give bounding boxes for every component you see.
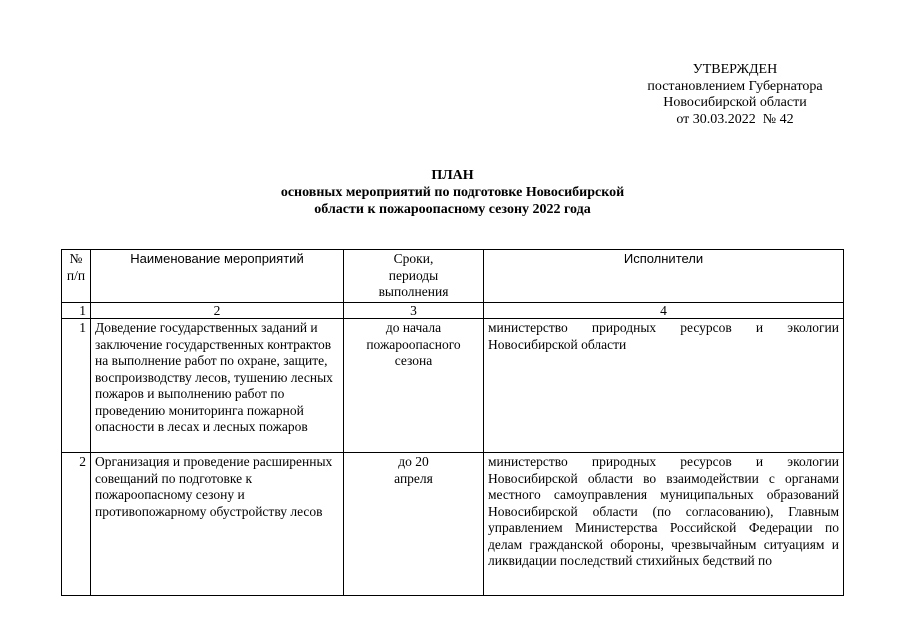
approval-date-number: от 30.03.2022 № 42 bbox=[676, 111, 794, 127]
plan-table bbox=[61, 249, 844, 596]
row-activity: Доведение государственных заданий и заключение государственных контрактов на выполнение работ по охране, защите, воспроизводству лесов, тушению лесных пожаров и выполнению работ по проведению мониторинга пожарной опасности в лесах и лесных пожаров bbox=[91, 319, 344, 453]
column-number: 4 bbox=[484, 303, 844, 319]
row-executors: министерство природных ресурсов и экологии Новосибирской области во взаимодействии с органами местного самоуправления муниципальных образований Новосибирской области (по согласованию), Главным управлением Министерства Российской Федерации по делам гражданской обороны, чрезвычайным ситуациям и ликвидации последствий стихийных бедствий по bbox=[484, 453, 844, 596]
approval-by: постановлением Губернатора bbox=[647, 78, 823, 94]
column-number: 2 bbox=[91, 303, 344, 319]
table-row bbox=[62, 453, 844, 596]
title-subheading-1: основных мероприятий по подготовке Новосибирской bbox=[280, 185, 625, 200]
header-executors: Исполнители bbox=[484, 250, 844, 303]
header-name: Наименование мероприятий bbox=[91, 250, 344, 303]
row-terms: до начала пожароопасного сезона bbox=[344, 319, 484, 453]
row-number: 2 bbox=[62, 453, 91, 596]
row-executors: министерство природных ресурсов и экологии Новосибирской области bbox=[484, 319, 844, 453]
title-heading: ПЛАН bbox=[431, 168, 474, 183]
row-activity: Организация и проведение расширенных совещаний по подготовке к пожароопасному сезону и противопожарному обустройству лесов bbox=[91, 453, 344, 596]
table-row bbox=[62, 319, 844, 453]
table-header-row bbox=[62, 250, 844, 303]
title-subheading-2: области к пожароопасному сезону 2022 года bbox=[314, 202, 591, 217]
column-number: 3 bbox=[344, 303, 484, 319]
column-number-row bbox=[62, 303, 844, 319]
document-title bbox=[0, 167, 905, 218]
column-number: 1 bbox=[62, 303, 91, 319]
header-num: № п/п bbox=[62, 250, 91, 303]
approval-heading: УТВЕРЖДЕН bbox=[692, 62, 778, 77]
approval-stamp bbox=[630, 62, 840, 128]
header-terms: Сроки, периоды выполнения bbox=[344, 250, 484, 303]
row-terms: до 20 апреля bbox=[344, 453, 484, 596]
row-number: 1 bbox=[62, 319, 91, 453]
approval-region: Новосибирской области bbox=[663, 95, 807, 110]
